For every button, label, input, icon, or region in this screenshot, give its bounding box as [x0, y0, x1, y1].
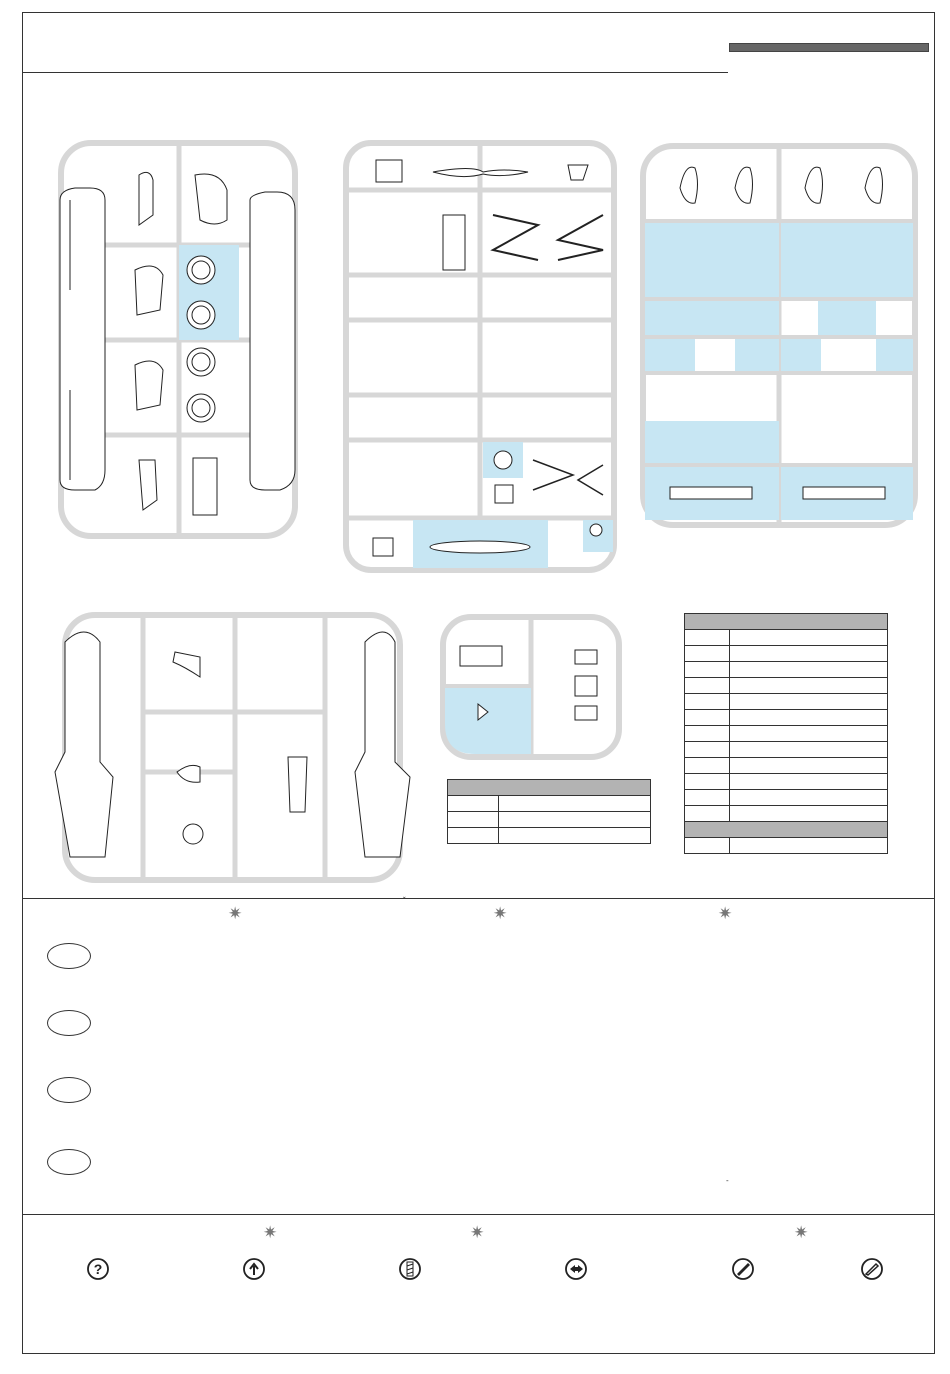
star-icon: ✷ — [470, 1223, 485, 1242]
star-icon: ✷ — [263, 1223, 278, 1242]
paint-table-small — [447, 779, 651, 844]
section-divider-2 — [22, 1214, 935, 1215]
section-divider-1 — [22, 898, 935, 899]
header-bar — [729, 43, 929, 52]
sprue-d — [45, 612, 405, 884]
star-icon: ✷ — [718, 904, 733, 923]
sprue-e — [440, 614, 622, 760]
sprue-c — [640, 143, 918, 528]
knife-icon — [861, 1258, 883, 1280]
step-marker-2 — [47, 1010, 91, 1036]
small-mark: - — [726, 1176, 729, 1185]
step-marker-3 — [47, 1077, 91, 1103]
header-divider — [22, 72, 728, 73]
sprue-a — [55, 140, 305, 540]
star-icon: ✷ — [794, 1223, 809, 1242]
file-icon — [732, 1258, 754, 1280]
sprue-b — [343, 140, 618, 573]
paint-table-large — [684, 613, 888, 854]
star-icon: ✷ — [228, 904, 243, 923]
svg-text:?: ? — [93, 1261, 103, 1277]
striped-part-icon — [399, 1258, 421, 1280]
star-icon: ✷ — [493, 904, 508, 923]
question-icon — [87, 1258, 109, 1280]
step-marker-4 — [47, 1149, 91, 1175]
arrow-right-icon — [565, 1258, 587, 1280]
caret-mark: ˇ — [403, 896, 406, 905]
step-marker-1 — [47, 943, 91, 969]
rotate-icon — [243, 1258, 265, 1280]
